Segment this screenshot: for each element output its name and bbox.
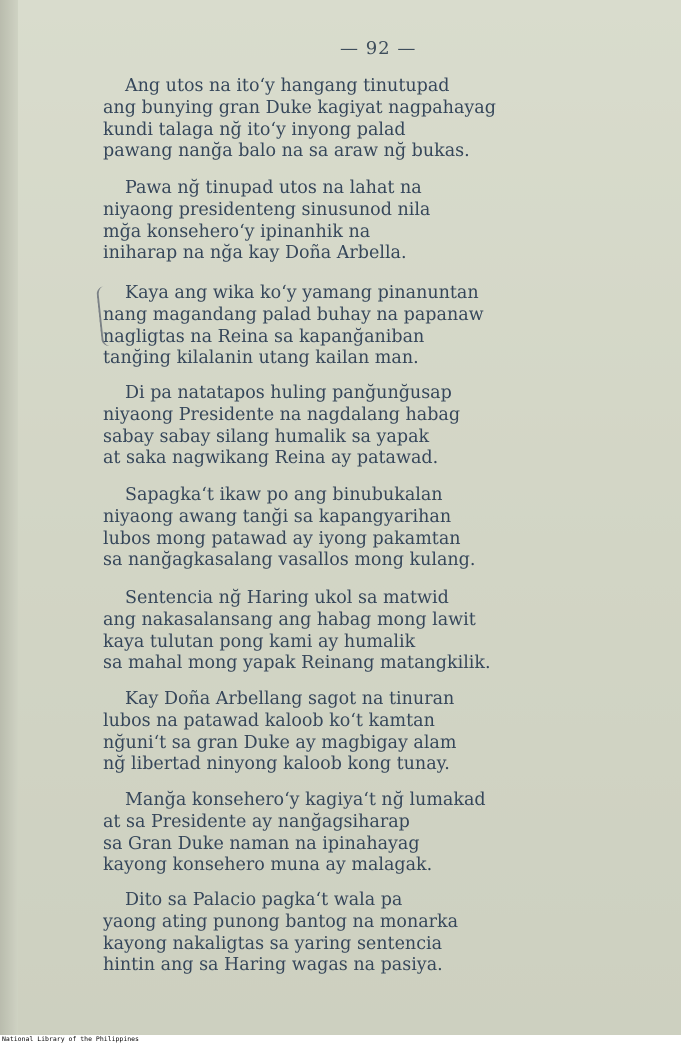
verse-line: nang magandang palad buhay na papanaw <box>103 304 484 325</box>
stanza-6 <box>103 588 603 675</box>
verse-line: Dito sa Palacio pagka‘t wala pa <box>125 890 403 910</box>
verse-line: sa Gran Duke naman na ipinahayag <box>103 833 420 854</box>
verse-line: nagligtas na Reina sa kapanğaniban <box>103 326 425 347</box>
verse-line: kaya tulutan pong kami ay humalik <box>103 631 416 652</box>
stanza-4 <box>103 383 603 470</box>
verse-line: kayong nakaligtas sa yaring sentencia <box>103 933 443 954</box>
verse-line: Sapagka‘t ikaw po ang binubukalan <box>125 485 443 505</box>
verse-line: ang nakasalansang ang habag mong lawit <box>103 609 476 630</box>
verse-line: Sentencia nğ Haring ukol sa matwid <box>125 588 449 608</box>
verse-line: nğuni‘t sa gran Duke ay magbigay alam <box>103 732 457 753</box>
stanza-9 <box>103 890 603 977</box>
verse-line: Manğa konsehero‘y kagiya‘t nğ lumakad <box>125 790 486 810</box>
library-footer: National Library of the Philippines <box>2 1035 139 1043</box>
stanza-3 <box>103 283 603 370</box>
verse-line: tanğing kilalanin utang kailan man. <box>103 348 419 369</box>
verse-line: sa mahal mong yapak Reinang matangkilik. <box>103 653 491 674</box>
verse-line: niyaong Presidente na nagdalang habag <box>103 404 461 425</box>
verse-line: Kaya ang wika ko‘y yamang pinanuntan <box>125 283 479 303</box>
verse-line: Pawa nğ tinupad utos na lahat na <box>125 178 422 198</box>
verse-line: Di pa natatapos huling panğunğusap <box>125 383 452 403</box>
verse-line: niyaong awang tanği sa kapangyarihan <box>103 506 452 527</box>
verse-line: mğa konsehero‘y ipinanhik na <box>103 221 371 242</box>
verse-line: Ang utos na ito‘y hangang tinutupad <box>125 76 450 96</box>
stanza-5 <box>103 485 603 572</box>
stanza-1 <box>103 76 603 163</box>
verse-line: ang bunying gran Duke kagiyat nagpahayag <box>103 97 496 118</box>
verse-line: nğ libertad ninyong kaloob kong tunay. <box>103 754 450 775</box>
stanza-7 <box>103 689 603 776</box>
verse-line: yaong ating punong bantog na monarka <box>103 911 459 932</box>
verse-line: sabay sabay silang humalik sa yapak <box>103 426 430 447</box>
verse-line: pawang nanğa balo na sa araw nğ bukas. <box>103 141 470 162</box>
verse-line: kayong konsehero muna ay malagak. <box>103 855 433 876</box>
verse-line: niyaong presidenteng sinusunod nila <box>103 199 431 220</box>
verse-line: at sa Presidente ay nanğagsiharap <box>103 811 410 832</box>
verse-line: at saka nagwikang Reina ay patawad. <box>103 448 439 469</box>
verse-line: hintin ang sa Haring wagas na pasiya. <box>103 955 443 976</box>
stanza-2 <box>103 178 603 265</box>
page-number: — 92 — <box>340 38 417 59</box>
verse-line: lubos mong patawad ay iyong pakamtan <box>103 528 461 549</box>
stanza-8 <box>103 790 603 877</box>
verse-line: kundi talaga nğ ito‘y inyong palad <box>103 119 406 140</box>
verse-line: sa nanğagkasalang vasallos mong kulang. <box>103 550 476 571</box>
verse-line: lubos na patawad kaloob ko‘t kamtan <box>103 710 435 731</box>
verse-line: iniharap na nğa kay Doña Arbella. <box>103 243 407 264</box>
verse-line: Kay Doña Arbellang sagot na tinuran <box>125 689 455 709</box>
page-gutter-shadow <box>0 0 18 1035</box>
